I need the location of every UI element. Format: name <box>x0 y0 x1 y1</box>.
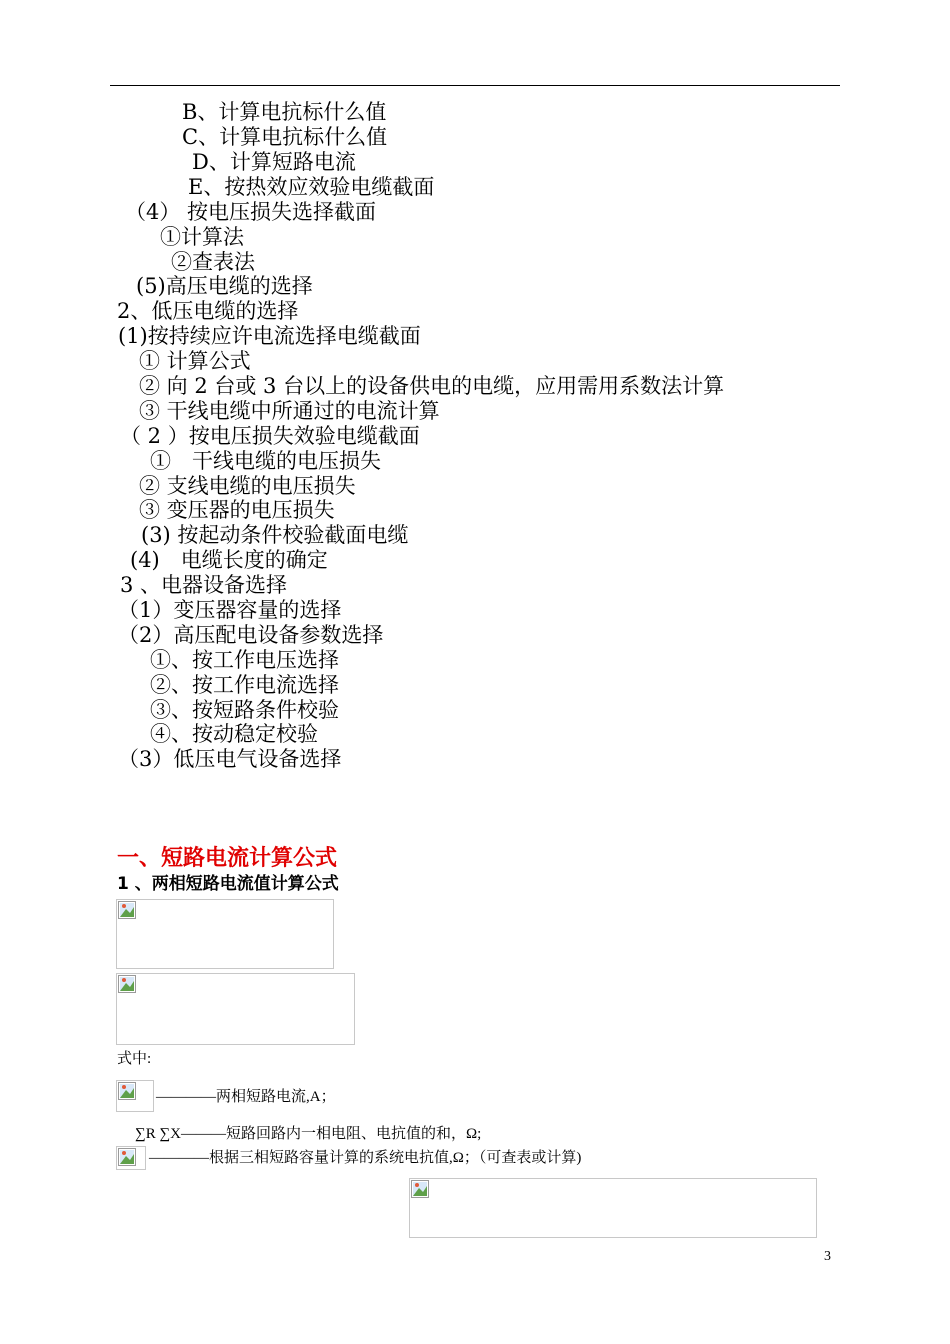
outline-line: ① 计算公式 <box>139 349 251 373</box>
outline-line: (5)高压电缆的选择 <box>136 274 313 298</box>
outline-line: ④、按动稳定校验 <box>150 722 318 746</box>
outline-line: ① 干线电缆的电压损失 <box>150 449 381 473</box>
outline-line: （ 2 ）按电压损失效验电缆截面 <box>120 424 420 448</box>
outline-line: E、按热效应效验电缆截面 <box>188 175 435 199</box>
outline-line: （4） 按电压损失选择截面 <box>125 200 377 224</box>
formula-image-3 <box>409 1178 817 1238</box>
outline-line: ② 向 2 台或 3 台以上的设备供电的电缆，应用需用系数法计算 <box>139 374 725 398</box>
outline-line: (3) 按起动条件校验截面电缆 <box>141 523 409 547</box>
section-heading: 一、短路电流计算公式 <box>117 846 338 871</box>
outline-line: ③、按短路条件校验 <box>150 698 339 722</box>
page-number: 3 <box>824 1249 831 1264</box>
symbol-image-xx <box>116 1146 146 1170</box>
outline-line: ③ 干线电缆中所通过的电流计算 <box>139 399 440 423</box>
broken-image-icon <box>118 901 136 919</box>
broken-image-icon <box>118 1082 136 1100</box>
outline-line: ②、按工作电流选择 <box>150 673 339 697</box>
outline-line: C、计算电抗标什么值 <box>182 125 388 149</box>
definition-system-reactance: ————根据三相短路容量计算的系统电抗值,Ω；（可查表或计算) <box>149 1150 582 1166</box>
outline-line: ②查表法 <box>171 250 255 274</box>
broken-image-icon <box>118 1148 136 1166</box>
header-rule <box>110 85 840 86</box>
formula-image-1 <box>116 899 334 969</box>
outline-line: （3）低压电气设备选择 <box>118 747 342 771</box>
outline-line: (1)按持续应许电流选择电缆截面 <box>118 324 421 348</box>
outline-line: ①、按工作电压选择 <box>150 648 339 672</box>
outline-line: （2）高压配电设备参数选择 <box>118 623 384 647</box>
broken-image-icon <box>118 975 136 993</box>
outline-line: ② 支线电缆的电压损失 <box>139 474 356 498</box>
outline-line: D、计算短路电流 <box>192 150 356 174</box>
definition-two-phase-current: ————两相短路电流,A； <box>156 1089 336 1105</box>
broken-image-icon <box>411 1180 429 1198</box>
formula-image-2 <box>116 973 355 1045</box>
section-subheading: 1 、两相短路电流值计算公式 <box>117 874 339 894</box>
outline-line: ③ 变压器的电压损失 <box>139 498 335 522</box>
outline-line: 3 、电器设备选择 <box>120 573 288 597</box>
definition-resistance-reactance: ∑R ∑X———短路回路内一相电阻、电抗值的和，Ω; <box>135 1126 482 1142</box>
where-label: 式中: <box>117 1051 152 1067</box>
outline-line: ①计算法 <box>160 225 244 249</box>
outline-line: (4) 电缆长度的确定 <box>130 548 328 572</box>
outline-line: B、计算电抗标什么值 <box>182 100 387 124</box>
outline-line: （1）变压器容量的选择 <box>118 598 342 622</box>
symbol-image-ik2 <box>116 1080 154 1112</box>
outline-line: 2、低压电缆的选择 <box>117 299 299 323</box>
